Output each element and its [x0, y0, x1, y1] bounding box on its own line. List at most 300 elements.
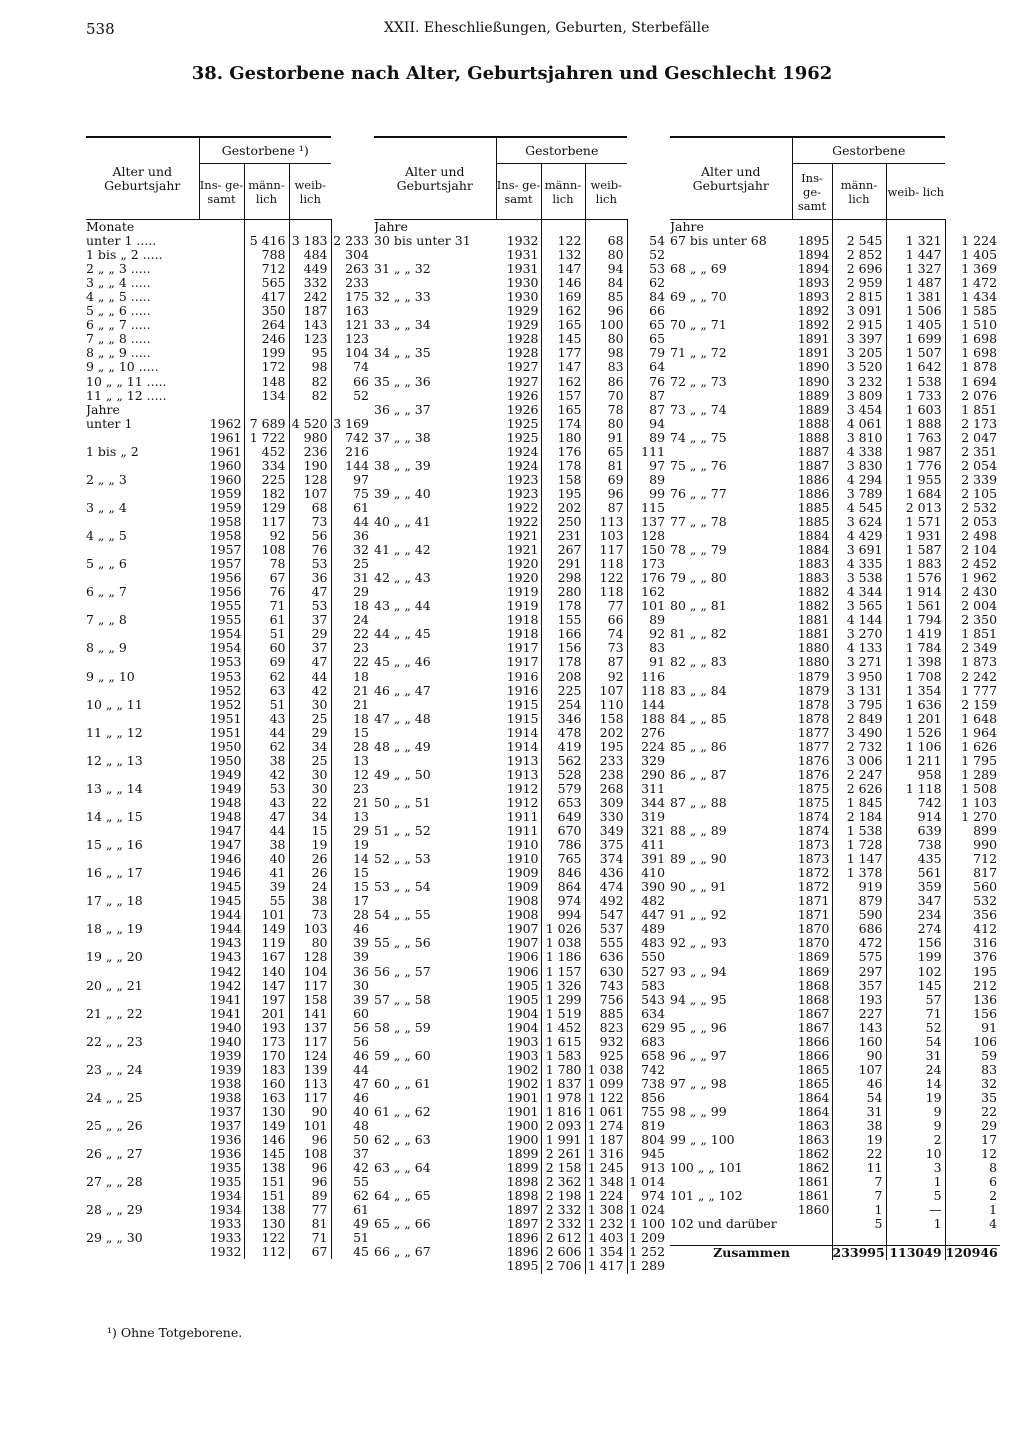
table-row [374, 670, 668, 684]
cell-total: 51 [244, 698, 289, 712]
cell-female: 83 [945, 1063, 1000, 1077]
cell-male: 1 061 [585, 1105, 627, 1119]
cell-birth-year: 1936 [209, 1133, 242, 1148]
cell-birth-year: 1923 [506, 486, 539, 501]
cell-birth-year: 1934 [209, 1203, 242, 1218]
cell-female: 1 024 [627, 1203, 668, 1217]
cell-total: 145 [244, 1147, 289, 1161]
cell-female: 945 [627, 1147, 668, 1161]
cell-age [86, 1217, 199, 1231]
cell-female: 1 585 [945, 304, 1000, 318]
cell-age: 6 „ „ 7 [86, 585, 127, 600]
header-total: Ins- ge- samt [199, 164, 244, 220]
cell-birth-year: 1923 [506, 472, 539, 487]
table-row [670, 248, 1000, 262]
cell-birth-year: 1952 [209, 697, 242, 712]
cell-birth-year [199, 332, 244, 346]
cell-birth-year: 1922 [506, 500, 539, 515]
cell-total: 78 [244, 557, 289, 571]
cell-female: 1 777 [945, 684, 1000, 698]
header-age-birthyear: Alter und Geburtsjahr [86, 137, 199, 220]
cell-male: 630 [585, 964, 627, 978]
table-row [670, 445, 1000, 459]
cell-birth-year: 1890 [797, 374, 830, 389]
cell-total: 3 091 [832, 304, 886, 318]
cell-total: 1 978 [541, 1091, 585, 1105]
table-row [670, 234, 1000, 248]
cell-age [86, 1245, 199, 1259]
cell-age: 8 „ „ 9 ..... [86, 346, 151, 361]
cell-female: 550 [627, 950, 668, 964]
table-row [374, 304, 668, 318]
table-row [86, 1007, 372, 1021]
cell-total: 151 [244, 1189, 289, 1203]
cell-male: 9 [886, 1119, 945, 1133]
cell-total: 90 [832, 1049, 886, 1063]
cell-birth-year: 1939 [209, 1048, 242, 1063]
cell-birth-year: 1888 [797, 416, 830, 431]
table-row [86, 894, 372, 908]
cell-total: 199 [244, 346, 289, 360]
cell-birth-year: 1894 [797, 248, 830, 263]
cell-female: 52 [331, 389, 372, 403]
cell-birth-year: 1956 [209, 585, 242, 600]
cell-birth-year: 1959 [209, 486, 242, 501]
cell-age: 43 „ „ 44 [374, 599, 431, 614]
cell-male: 53 [289, 557, 331, 571]
cell-male: 332 [289, 276, 331, 290]
data-table [374, 136, 668, 1274]
cell-female: 489 [627, 922, 668, 936]
table-row [86, 332, 372, 346]
running-head: XXII. Eheschließungen, Geburten, Sterbefälle [384, 20, 710, 36]
cell-birth-year: 1864 [797, 1090, 830, 1105]
table-row [86, 543, 372, 557]
cell-male: 90 [289, 1105, 331, 1119]
table-row [86, 1063, 372, 1077]
cell-birth-year: 1896 [506, 1231, 539, 1246]
table-row [374, 768, 668, 782]
cell-age [86, 993, 199, 1007]
cell-birth-year: 1884 [797, 543, 830, 558]
cell-age: 8 „ „ 9 [86, 641, 127, 656]
page-title: 38. Gestorbene nach Alter, Geburtsjahren und Geschlecht 1962 [191, 63, 833, 84]
cell-total: 2 815 [832, 290, 886, 304]
table-row [86, 276, 372, 290]
cell-total: 225 [541, 684, 585, 698]
cell-female [627, 220, 668, 235]
cell-age: 47 „ „ 48 [374, 711, 431, 726]
cell-age [86, 908, 199, 922]
cell-birth-year: 1889 [797, 402, 830, 417]
cell-age [86, 1077, 199, 1091]
table-row [86, 655, 372, 669]
table-row [670, 557, 1000, 571]
cell-age [86, 655, 199, 669]
cell-age [374, 1175, 496, 1189]
table-row [86, 1189, 372, 1203]
cell-male: 145 [886, 979, 945, 993]
cell-total: 1 816 [541, 1105, 585, 1119]
cell-total: 419 [541, 740, 585, 754]
cell-female: 99 [627, 487, 668, 501]
cell-female: 356 [945, 908, 1000, 922]
cell-total: 157 [541, 389, 585, 403]
cell-birth-year: 1905 [506, 992, 539, 1007]
cell-age: 95 „ „ 96 [670, 1020, 727, 1035]
cell-age [374, 726, 496, 740]
cell-male: 187 [289, 304, 331, 318]
cell-age: 11 „ „ 12 ..... [86, 388, 167, 403]
cell-female: 173 [627, 557, 668, 571]
cell-birth-year: 1950 [209, 753, 242, 768]
cell-birth-year: 1872 [797, 880, 830, 895]
cell-female: 276 [627, 726, 668, 740]
cell-age [86, 543, 199, 557]
table-row [670, 473, 1000, 487]
cell-male: 96 [585, 487, 627, 501]
cell-total: 4 429 [832, 529, 886, 543]
cell-male: 274 [886, 922, 945, 936]
cell-total: 3 691 [832, 543, 886, 557]
table-row [670, 964, 1000, 978]
cell-total: 160 [244, 1077, 289, 1091]
cell-total: 1 538 [832, 824, 886, 838]
table-row [86, 712, 372, 726]
cell-female: 819 [627, 1119, 668, 1133]
cell-female: 17 [945, 1133, 1000, 1147]
cell-total: 2 362 [541, 1175, 585, 1189]
cell-birth-year: 1932 [209, 1245, 242, 1260]
cell-age: 50 „ „ 51 [374, 795, 431, 810]
cell-male [585, 220, 627, 235]
cell-total: 1 299 [541, 993, 585, 1007]
cell-male: 128 [289, 950, 331, 964]
cell-female: 23 [331, 641, 372, 655]
cell-female: 212 [945, 979, 1000, 993]
table-block-1 [86, 136, 372, 1259]
cell-male: 94 [585, 262, 627, 276]
cell-birth-year: 1902 [506, 1076, 539, 1091]
cell-age [374, 276, 496, 290]
table-row [670, 655, 1000, 669]
cell-age [86, 936, 199, 950]
table-row [374, 1147, 668, 1161]
cell-female: 2 351 [945, 445, 1000, 459]
cell-male: 1 642 [886, 360, 945, 374]
cell-birth-year: 1932 [506, 234, 539, 249]
cell-total: 149 [244, 1119, 289, 1133]
cell-male: 1 538 [886, 375, 945, 389]
cell-birth-year: 1934 [209, 1189, 242, 1204]
table-row [670, 571, 1000, 585]
cell-male: 202 [585, 726, 627, 740]
table-row [670, 698, 1000, 712]
cell-birth-year: 1908 [506, 894, 539, 909]
cell-male: 96 [289, 1175, 331, 1189]
cell-age [670, 950, 792, 964]
cell-male: 98 [585, 346, 627, 360]
cell-male: 3 183 [289, 234, 331, 248]
cell-female: 8 [945, 1161, 1000, 1175]
table-row [86, 389, 372, 403]
table-row [86, 641, 372, 655]
cell-age [670, 473, 792, 487]
cell-age: 75 „ „ 76 [670, 458, 727, 473]
cell-birth-year [792, 1246, 832, 1261]
cell-female: 46 [331, 1049, 372, 1063]
cell-total: 55 [244, 894, 289, 908]
cell-total: 5 416 [244, 234, 289, 248]
header-total: Ins- ge- samt [792, 164, 832, 220]
cell-female: 13 [331, 810, 372, 824]
cell-total: 1 583 [541, 1049, 585, 1063]
cell-birth-year: 1869 [797, 964, 830, 979]
cell-female: 54 [627, 234, 668, 248]
cell-male: 738 [886, 838, 945, 852]
cell-birth-year: 1872 [797, 866, 830, 881]
table-row [86, 908, 372, 922]
cell-male: 1 794 [886, 613, 945, 627]
cell-male: 87 [585, 501, 627, 515]
cell-male: 1 576 [886, 571, 945, 585]
table-row [86, 698, 372, 712]
table-row [86, 1119, 372, 1133]
table-row [374, 1189, 668, 1203]
cell-birth-year: 1961 [209, 430, 242, 445]
cell-female: 1 851 [945, 403, 1000, 417]
cell-age: 86 „ „ 87 [670, 767, 727, 782]
table-row [670, 487, 1000, 501]
cell-female: 14 [331, 852, 372, 866]
cell-female: 22 [331, 627, 372, 641]
cell-birth-year: 1928 [506, 346, 539, 361]
cell-female: 344 [627, 796, 668, 810]
cell-total: 3 520 [832, 360, 886, 374]
cell-total: 233995 [832, 1245, 885, 1261]
cell-birth-year: 1921 [506, 529, 539, 544]
cell-birth-year: 1955 [209, 599, 242, 614]
cell-birth-year: 1906 [506, 964, 539, 979]
cell-total: 2 247 [832, 768, 886, 782]
cell-birth-year: 1865 [797, 1076, 830, 1091]
table-row [86, 684, 372, 698]
cell-male: 47 [289, 585, 331, 599]
cell-total: 162 [541, 304, 585, 318]
cell-total: 334 [244, 459, 289, 473]
cell-male: 330 [585, 810, 627, 824]
cell-total: 2 959 [832, 276, 886, 290]
cell-birth-year: 1901 [506, 1104, 539, 1119]
cell-male: 124 [289, 1049, 331, 1063]
cell-male: 1 955 [886, 473, 945, 487]
cell-age [374, 1063, 496, 1077]
cell-female: 123 [331, 332, 372, 346]
cell-female: 62 [331, 1189, 372, 1203]
table-row [374, 1259, 668, 1273]
table-row [670, 417, 1000, 431]
cell-male: 1 316 [585, 1147, 627, 1161]
cell-birth-year: 1926 [506, 402, 539, 417]
cell-birth-year: 1944 [209, 908, 242, 923]
cell-birth-year: 1895 [797, 234, 830, 249]
cell-total: 3 795 [832, 698, 886, 712]
cell-male: 1 506 [886, 304, 945, 318]
cell-total: 417 [244, 290, 289, 304]
cell-female: 74 [331, 360, 372, 374]
cell-birth-year: 1937 [209, 1119, 242, 1134]
cell-age [86, 1105, 199, 1119]
cell-birth-year: 1871 [797, 894, 830, 909]
cell-total: 38 [832, 1119, 886, 1133]
cell-birth-year: 1915 [506, 711, 539, 726]
cell-age [670, 1091, 792, 1105]
cell-male: 1 308 [585, 1203, 627, 1217]
cell-male: 15 [289, 824, 331, 838]
table-row [374, 1021, 668, 1035]
cell-birth-year: 1875 [797, 795, 830, 810]
cell-female: 29 [331, 585, 372, 599]
cell-birth-year [199, 375, 244, 389]
cell-total: 2 612 [541, 1231, 585, 1245]
cell-total: 670 [541, 824, 585, 838]
cell-male: 76 [289, 543, 331, 557]
table-row [374, 866, 668, 880]
cell-birth-year: 1909 [506, 866, 539, 881]
table-row [86, 1035, 372, 1049]
cell-birth-year: 1884 [797, 529, 830, 544]
cell-birth-year: 1924 [506, 444, 539, 459]
cell-male: 555 [585, 936, 627, 950]
cell-age: 49 „ „ 50 [374, 767, 431, 782]
cell-male: 139 [289, 1063, 331, 1077]
cell-age: 93 „ „ 94 [670, 964, 727, 979]
table-row [86, 290, 372, 304]
cell-age: 53 „ „ 54 [374, 880, 431, 895]
cell-male: 44 [289, 670, 331, 684]
cell-birth-year: 1876 [797, 767, 830, 782]
cell-total: 712 [244, 262, 289, 276]
cell-male: 449 [289, 262, 331, 276]
cell-female: 175 [331, 290, 372, 304]
cell-female: 150 [627, 543, 668, 557]
cell-male: 1 914 [886, 585, 945, 599]
cell-total: 267 [541, 543, 585, 557]
cell-female: 1 648 [945, 712, 1000, 726]
data-table [670, 136, 1000, 1260]
cell-age [374, 360, 496, 374]
cell-female: 412 [945, 922, 1000, 936]
cell-female: 13 [331, 754, 372, 768]
cell-male: 30 [289, 698, 331, 712]
cell-age: 1 bis „ 2 [86, 444, 139, 459]
table-row [374, 417, 668, 431]
header-age-birthyear: Alter und Geburtsjahr [374, 137, 496, 220]
cell-total: 101 [244, 908, 289, 922]
cell-age: unter 1 ..... [86, 234, 157, 249]
cell-birth-year: 1909 [506, 880, 539, 895]
cell-male: 980 [289, 431, 331, 445]
table-row [374, 1119, 668, 1133]
cell-female: 1 224 [945, 234, 1000, 248]
cell-birth-year: 1870 [797, 922, 830, 937]
cell-female: 1 369 [945, 262, 1000, 276]
cell-birth-year: 1947 [209, 824, 242, 839]
cell-total: 156 [541, 641, 585, 655]
cell-age: 15 „ „ 16 [86, 838, 143, 853]
table-row [670, 993, 1000, 1007]
cell-female: 1 851 [945, 627, 1000, 641]
cell-total: 71 [244, 599, 289, 613]
cell-total: 1 452 [541, 1021, 585, 1035]
header-deceased: Gestorbene [792, 137, 945, 164]
cell-female: 61 [331, 1203, 372, 1217]
cell-age: 38 „ „ 39 [374, 458, 431, 473]
cell-male: 374 [585, 852, 627, 866]
cell-birth-year: 1874 [797, 824, 830, 839]
cell-age [374, 810, 496, 824]
cell-female: 1 270 [945, 810, 1000, 824]
cell-total: 147 [541, 262, 585, 276]
cell-male: 1 321 [886, 234, 945, 248]
cell-total [244, 403, 289, 417]
cell-age [670, 754, 792, 768]
cell-total: 117 [244, 515, 289, 529]
cell-male: 37 [289, 613, 331, 627]
cell-female: 42 [331, 1161, 372, 1175]
cell-birth-year: 1925 [506, 416, 539, 431]
cell-male: 67 [289, 1245, 331, 1259]
table-row [86, 487, 372, 501]
cell-age [374, 248, 496, 262]
cell-female: 1 626 [945, 740, 1000, 754]
table-row [374, 1035, 668, 1049]
cell-age [670, 557, 792, 571]
cell-age: 14 „ „ 15 [86, 809, 143, 824]
cell-male: 83 [585, 360, 627, 374]
cell-age: 58 „ „ 59 [374, 1020, 431, 1035]
cell-age [86, 487, 199, 501]
cell-age: 29 „ „ 30 [86, 1231, 143, 1246]
cell-female: 106 [945, 1035, 1000, 1049]
cell-female: 188 [627, 712, 668, 726]
table-row [670, 1147, 1000, 1161]
table-row [374, 234, 668, 248]
table-row [86, 754, 372, 768]
cell-male: 29 [289, 627, 331, 641]
cell-female: 51 [331, 1231, 372, 1245]
table-row [374, 487, 668, 501]
cell-female: 738 [627, 1077, 668, 1091]
cell-total: 4 545 [832, 501, 886, 515]
table-row [374, 712, 668, 726]
cell-age: 64 „ „ 65 [374, 1189, 431, 1204]
cell-birth-year: 1878 [797, 711, 830, 726]
cell-birth-year [199, 276, 244, 290]
cell-total: 170 [244, 1049, 289, 1063]
cell-female: 15 [331, 866, 372, 880]
cell-birth-year: 1886 [797, 486, 830, 501]
cell-female: 115 [627, 501, 668, 515]
cell-female: 1 510 [945, 318, 1000, 332]
cell-birth-year [199, 234, 244, 248]
cell-total: 3 490 [832, 726, 886, 740]
cell-female: 482 [627, 894, 668, 908]
table-row [86, 1105, 372, 1119]
cell-birth-year: 1876 [797, 753, 830, 768]
cell-age: 22 „ „ 23 [86, 1034, 143, 1049]
cell-female: 12 [331, 768, 372, 782]
